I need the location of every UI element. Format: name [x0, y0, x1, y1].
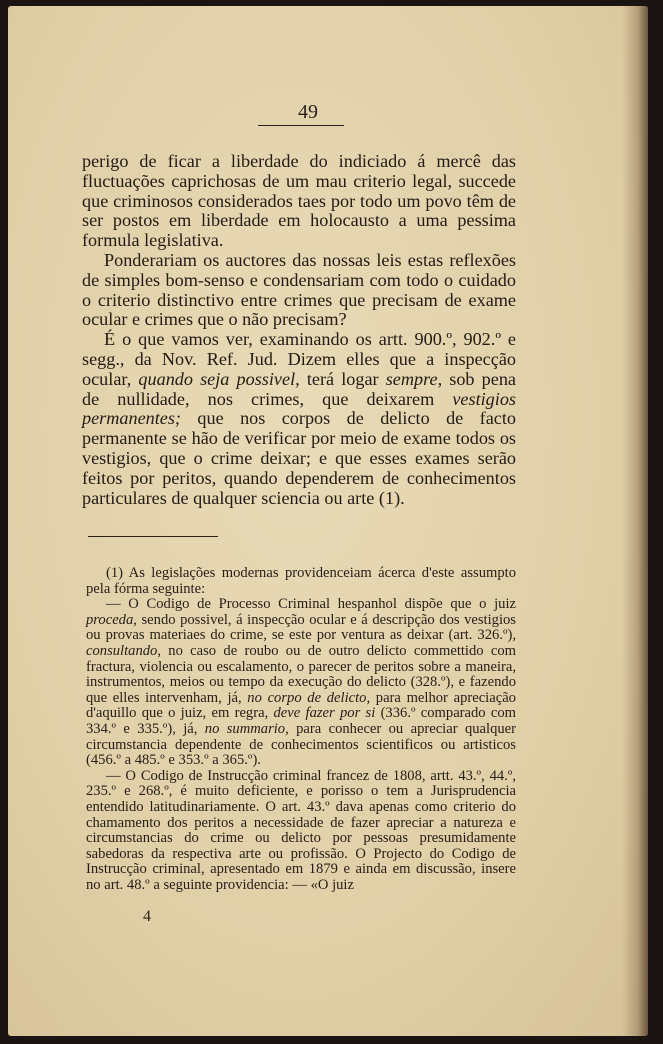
footnote-text: — O Codigo de Processo Criminal hespanhol dispõe que o juiz: [106, 596, 516, 613]
footnote-paragraph-spain: [86, 597, 516, 769]
footnote-text: no caso de roubo ou de outro delicto commettido com fractura, violencia ou escalamento, o parecer de peritos sobre a maneira, instrumentos, meios ou tempo da execução do delicto (328.º), e fazendo que elles intervenham, já,: [86, 642, 516, 706]
footnote-italic: deve fazer por si: [273, 705, 376, 722]
book-page: [8, 6, 648, 1036]
footnote-italic: proceda,: [86, 611, 137, 628]
footnote-intro: (1) As legislações modernas providenceiam ácerca d'este assumpto pela fórma seguinte:: [86, 565, 516, 597]
page-number: 49: [298, 101, 318, 123]
paragraph-2: Ponderariam os auctores das nossas leis estas reflexões de simples bom-senso e condensariam com todo o cuidado o criterio distinctivo entre crimes que precisam de exame ocular e crimes que o não precisam?: [82, 249, 516, 330]
italic-phrase: sempre,: [385, 368, 443, 389]
italic-phrase: vestigios permanentes;: [82, 388, 516, 429]
footnote-text: para conhecer ou apreciar qualquer circumstancia dependente de conhecimentos scientificos ou artisticos (456.º a 485.º e 353.º a 365.º).: [86, 720, 516, 769]
footnote-text: sendo possivel, á inspecção ocular e á descripção dos vestigios ou provas materiaes do crime, se este por ventura as deixar (art. 326.º),: [86, 611, 516, 644]
paragraph-3-text: sob pena de nullidade, nos crimes, que deixarem: [82, 368, 516, 409]
footnote: [86, 566, 516, 893]
page-number-rule: [258, 125, 344, 126]
paragraph-3-text: que nos corpos de delicto de facto permanente se hão de verificar por meio de exame todos os vestigios, que o crime deixar; e que esses exames serão feitos por peritos, quando dependerem de conhecimentos particulares de qualquer sciencia ou arte (1).: [82, 408, 516, 508]
footnote-separator: [88, 536, 218, 537]
footnote-paragraph-france: — O Codigo de Instrucção criminal francez de 1808, artt. 43.º, 44.º, 235.º e 268.º, é muito deficiente, e porisso o tem a Jurisprudencia entendido latitudinariamente. O art. 43.º dava apenas como criterio do chamamento dos peritos a necessidade de fazer apreciar a natureza e circumstancias do crime ou delicto por pessoas presumidamente sabedoras da respectiva arte ou profissão. O Projecto do Codigo de Instrucção criminal, apresentado em 1879 e ainda em discussão, insere no art. 48.º a seguinte providencia: — «O juiz: [86, 767, 516, 893]
footnote-text: para melhor apreciação d'aquillo que o juiz, em regra,: [86, 689, 516, 722]
paragraph-3: [82, 330, 516, 508]
footnote-italic: consultando,: [86, 642, 161, 659]
footnote-italic: no summario,: [204, 720, 289, 737]
footnote-italic: no corpo de delicto,: [247, 689, 371, 706]
body-text: [82, 152, 516, 508]
signature-mark: 4: [143, 908, 151, 925]
paragraph-3-text: É o que vamos ver, examinando os artt. 900.º, 902.º e segg., da Nov. Ref. Jud. Dizem elles que a inspecção ocular,: [82, 329, 516, 389]
italic-phrase: quando seja possivel,: [138, 368, 300, 389]
page-edge-shadow: [622, 6, 648, 1036]
footnote-text: (336.º comparado com 334.º e 335.º), já,: [86, 705, 517, 737]
paragraph-3-text: terá logar: [299, 368, 386, 389]
paragraph-1: perigo de ficar a liberdade do indiciado á mercê das fluctuações caprichosas de um mau criterio legal, succede que criminosos considerados taes por todo um povo têm de ser postos em liberdade em holocausto a uma pessima formula legislativa.: [82, 151, 516, 251]
